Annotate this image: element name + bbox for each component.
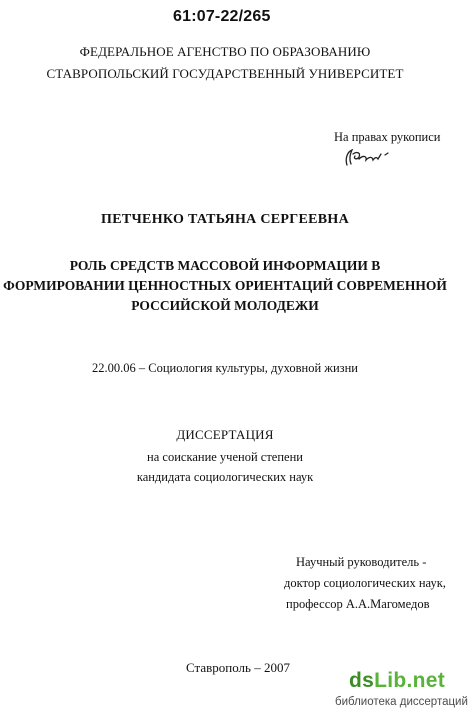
agency-line-2: СТАВРОПОЛЬСКИЙ ГОСУДАРСТВЕННЫЙ УНИВЕРСИТЕТ xyxy=(46,66,404,81)
handwritten-signature xyxy=(341,145,399,169)
dslib-subtitle: библиотека диссертаций xyxy=(335,696,468,708)
thesis-title xyxy=(0,256,450,316)
advisor-line-2: доктор социологических наук, xyxy=(284,576,446,590)
catalog-number: 61:07-22/265 xyxy=(173,8,271,25)
advisor-line-1: Научный руководитель - xyxy=(296,555,427,569)
place-year: Ставрополь – 2007 xyxy=(186,660,290,675)
specialty-code: 22.00.06 – Социология культуры, духовной жизни xyxy=(92,361,358,375)
author-name: ПЕТЧЕНКО ТАТЬЯНА СЕРГЕЕВНА xyxy=(101,212,349,227)
advisor-line-3: профессор А.А.Магомедов xyxy=(286,597,430,611)
dslib-watermark xyxy=(331,669,468,715)
thesis-title-line-2: ФОРМИРОВАНИИ ЦЕННОСТНЫХ ОРИЕНТАЦИЙ СОВРЕМЕННОЙ xyxy=(3,278,447,293)
thesis-title-line-1: РОЛЬ СРЕДСТВ МАССОВОЙ ИНФОРМАЦИИ В xyxy=(69,258,381,273)
rights-note: На правах рукописи xyxy=(334,130,441,144)
degree-line-1: на соискание ученой степени xyxy=(147,450,303,464)
dslib-logo: dsLib.net xyxy=(349,669,446,692)
agency-line-1: ФЕДЕРАЛЬНОЕ АГЕНСТВО ПО ОБРАЗОВАНИЮ xyxy=(79,44,371,59)
degree-line-2: кандидата социологических наук xyxy=(136,470,314,484)
thesis-title-line-3: РОССИЙСКОЙ МОЛОДЕЖИ xyxy=(131,298,319,313)
work-type: ДИССЕРТАЦИЯ xyxy=(176,427,274,442)
